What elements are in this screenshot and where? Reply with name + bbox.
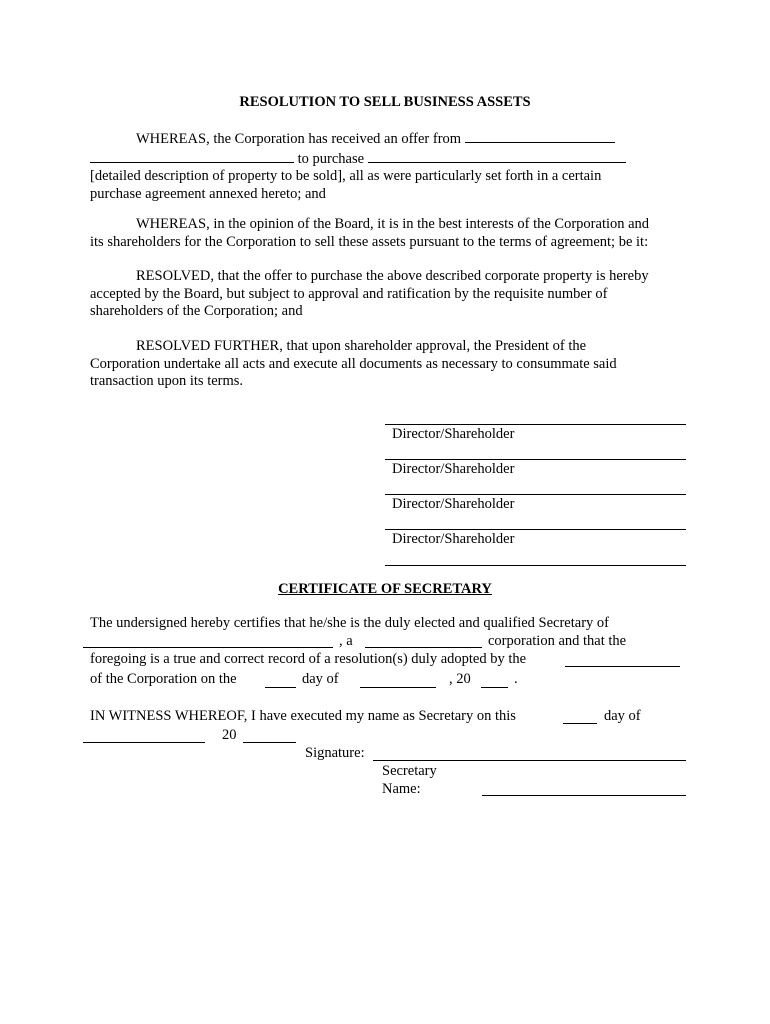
director-signature-line-4[interactable] xyxy=(385,529,686,530)
resolved-further-line1: RESOLVED FURTHER, that upon shareholder approval, the President of the xyxy=(136,338,587,354)
name-label: Name: xyxy=(382,781,421,797)
witness-month-blank[interactable] xyxy=(83,742,205,743)
state-blank[interactable] xyxy=(365,647,482,648)
document-title: RESOLUTION TO SELL BUSINESS ASSETS xyxy=(239,94,531,110)
secretary-signature-line[interactable] xyxy=(373,760,686,761)
witness-line: IN WITNESS WHEREOF, I have executed my name as Secretary on this xyxy=(90,708,516,724)
certificate-title: CERTIFICATE OF SECRETARY xyxy=(278,581,492,597)
secretary-name-line[interactable] xyxy=(482,795,686,796)
certificate-line4-c: , 20 xyxy=(449,671,471,687)
board-blank[interactable] xyxy=(565,666,680,667)
adoption-year-blank[interactable] xyxy=(481,687,508,688)
resolved-line3: shareholders of the Corporation; and xyxy=(90,303,303,319)
property-blank[interactable] xyxy=(368,149,626,163)
whereas1-line3: [detailed description of property to be sold], all as were particularly set forth in a certain xyxy=(90,168,602,184)
director-signature-line-1[interactable] xyxy=(385,424,686,425)
offeror-blank-cont[interactable] xyxy=(90,149,294,163)
resolved-line2: accepted by the Board, but subject to approval and ratification by the requisite number of xyxy=(90,285,608,302)
resolved-further-paragraph xyxy=(90,338,690,391)
certificate-line4-b: day of xyxy=(302,671,339,687)
whereas2-line2: its shareholders for the Corporation to sell these assets pursuant to the terms of agreement; be it: xyxy=(90,233,649,250)
resolved-paragraph xyxy=(90,268,690,321)
director-label-4: Director/Shareholder xyxy=(392,531,515,547)
certificate-line4-d: . xyxy=(514,671,518,687)
resolved-further-line2: Corporation undertake all acts and execute all documents as necessary to consummate said xyxy=(90,355,617,372)
whereas-paragraph-1 xyxy=(90,129,690,203)
resolved-further-line3: transaction upon its terms. xyxy=(90,373,244,389)
certificate-line3: foregoing is a true and correct record of a resolution(s) duly adopted by the xyxy=(90,651,527,667)
adoption-month-blank[interactable] xyxy=(360,687,436,688)
adoption-day-blank[interactable] xyxy=(265,687,296,688)
resolved-line1: RESOLVED, that the offer to purchase the above described corporate property is hereby xyxy=(136,268,649,284)
whereas1-line1: WHEREAS, the Corporation has received an offer from xyxy=(136,131,462,147)
secretary-label: Secretary xyxy=(382,763,437,779)
director-signature-line-2[interactable] xyxy=(385,459,686,460)
witness-day-blank[interactable] xyxy=(563,723,597,724)
signature-block-bottom-line xyxy=(385,565,686,566)
whereas1-line2: to purchase xyxy=(297,150,365,167)
director-label-2: Director/Shareholder xyxy=(392,461,515,477)
offeror-blank[interactable] xyxy=(465,129,615,143)
witness-day-of: day of xyxy=(604,708,641,724)
witness-year-blank[interactable] xyxy=(243,742,296,743)
certificate-line2-a: , a xyxy=(339,633,353,649)
certificate-line4-a: of the Corporation on the xyxy=(90,671,237,687)
whereas1-line4: purchase agreement annexed hereto; and xyxy=(90,185,326,202)
witness-year-label: 20 xyxy=(222,727,237,743)
whereas-paragraph-2 xyxy=(90,216,690,251)
director-label-1: Director/Shareholder xyxy=(392,426,515,442)
corporation-name-blank[interactable] xyxy=(83,647,333,648)
signature-label: Signature: xyxy=(305,745,365,761)
certificate-line2-b: corporation and that the xyxy=(488,633,627,649)
whereas2-line1: WHEREAS, in the opinion of the Board, it is in the best interests of the Corporation and xyxy=(136,216,650,232)
director-signature-line-3[interactable] xyxy=(385,494,686,495)
certificate-line1: The undersigned hereby certifies that he/she is the duly elected and qualified Secretary of xyxy=(90,615,609,631)
director-label-3: Director/Shareholder xyxy=(392,496,515,512)
